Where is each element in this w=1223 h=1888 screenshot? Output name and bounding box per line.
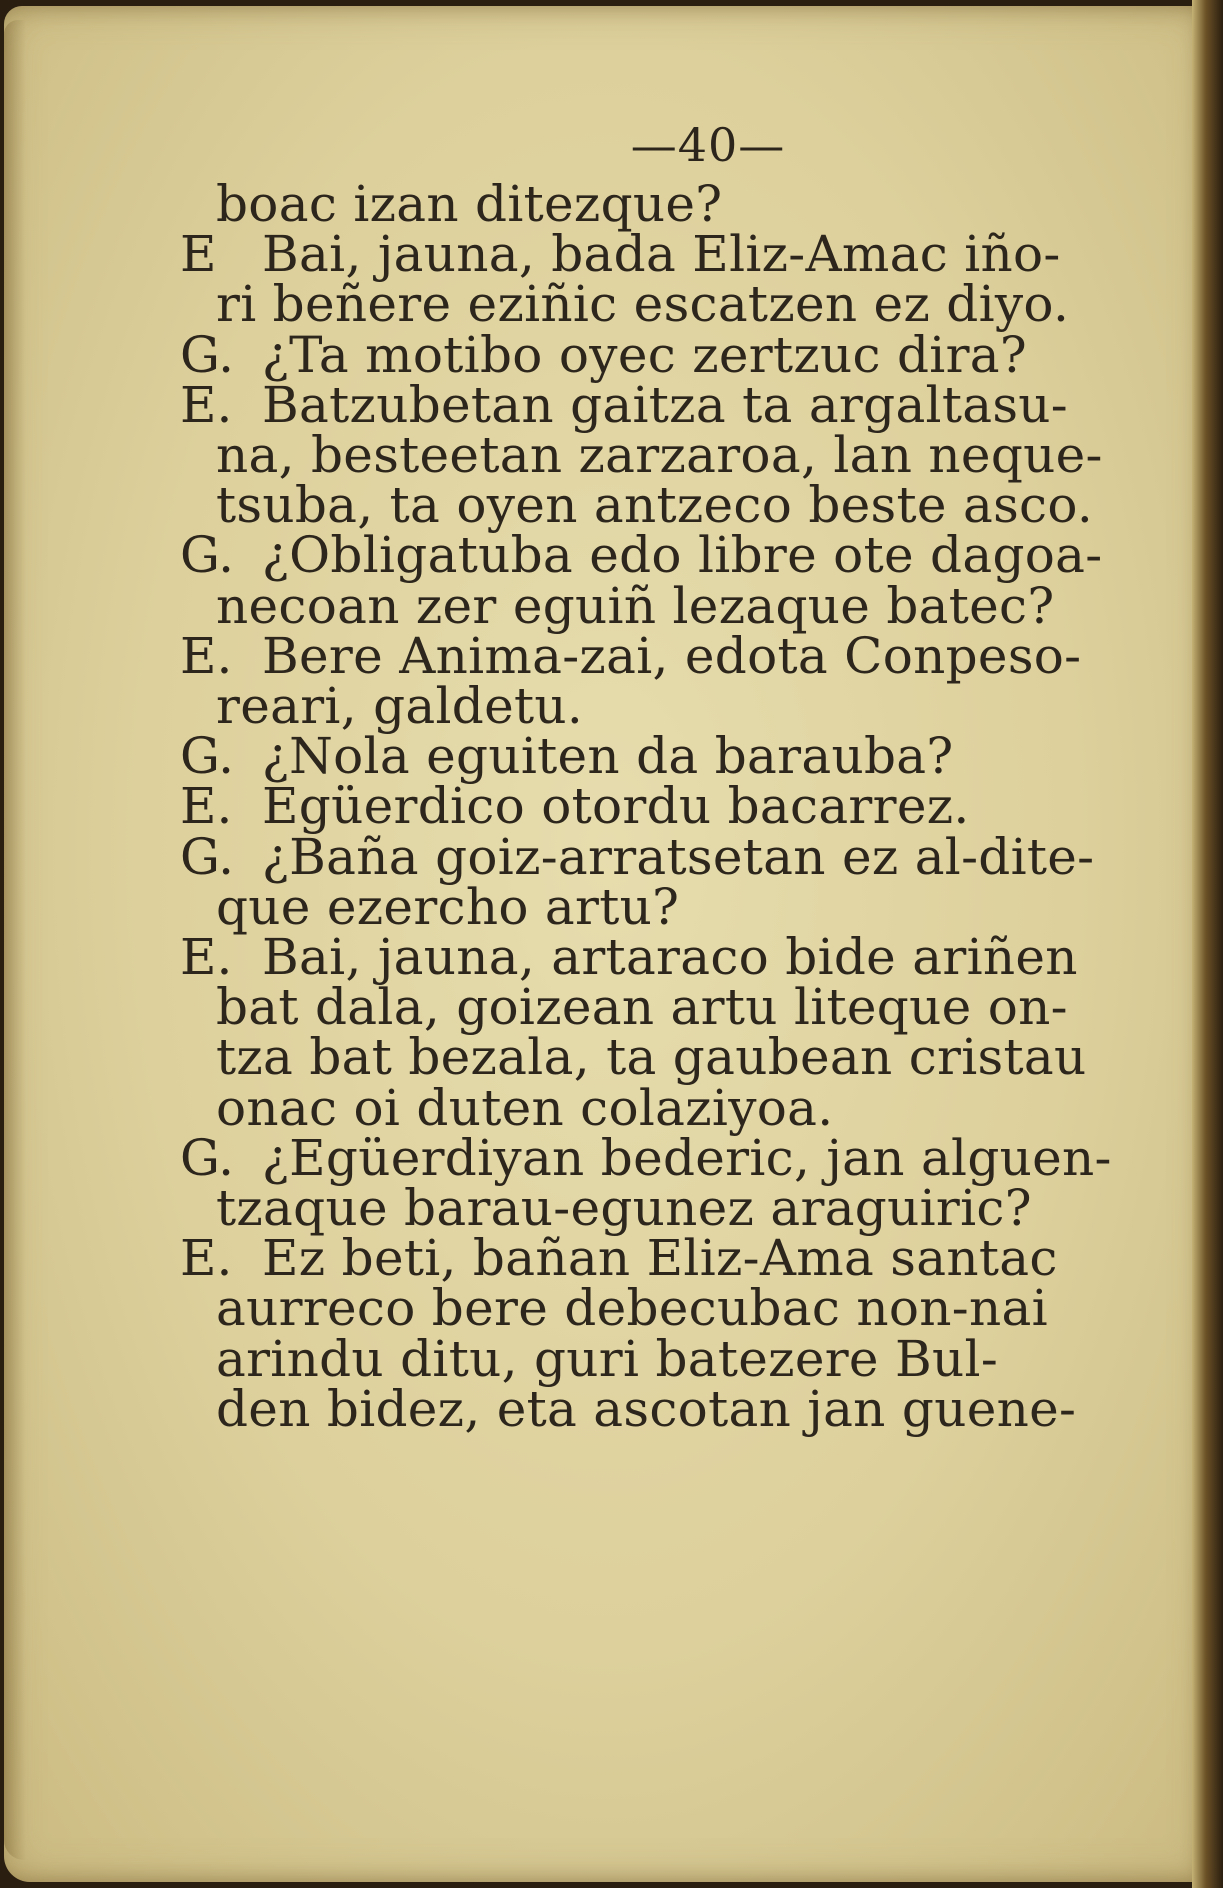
text-line: tsuba, ta oyen antzeco beste asco. [216,476,1094,534]
speaker-label: G. [180,1129,235,1187]
speaker-label: G. [180,326,235,384]
speaker-label: E. [180,928,233,986]
text-line: ri beñere eziñic escatzen ez diyo. [216,275,1070,333]
speaker-label: G. [180,727,235,785]
text-line: bat dala, goizean artu liteque on- [216,978,1068,1036]
speaker-label: G. [180,828,235,886]
text-line: reari, galdetu. [216,677,584,735]
text-line: na, besteetan zarzaroa, lan neque- [216,426,1103,484]
text-line: onac oi duten colaziyoa. [216,1079,834,1137]
speaker-label: G. [180,526,235,584]
text-line: arindu ditu, guri batezere Bul- [216,1330,999,1388]
text-line: boac izan ditezque? [216,175,723,233]
text-line: tzaque barau-egunez araguiric? [216,1179,1032,1237]
text-line: den bidez, eta ascotan jan guene- [216,1380,1077,1438]
text-line: ¿Egüerdiyan bederic, jan alguen- [262,1129,1112,1187]
text-line: Ez beti, bañan Eliz-Ama santac [262,1229,1058,1287]
speaker-label: E. [180,777,233,835]
page-number: —40— [630,118,786,172]
text-line: ¿Obligatuba edo libre ote dagoa- [262,526,1103,584]
text-line: tza bat bezala, ta gaubean cristau [216,1028,1087,1086]
text-line: necoan zer eguiñ lezaque batec? [216,577,1055,635]
text-line: ¿Nola eguiten da barauba? [262,727,954,785]
speaker-label: E. [180,1229,233,1287]
text-line: Bai, jauna, artaraco bide ariñen [262,928,1078,986]
speaker-label: E. [180,376,233,434]
text-line: Egüerdico otordu bacarrez. [262,777,970,835]
text-line: ¿Baña goiz-arratsetan ez al-dite- [262,828,1095,886]
text-line: Bai, jauna, bada Eliz-Amac iño- [262,225,1061,283]
speaker-label: E. [180,627,233,685]
text-line: Batzubetan gaitza ta argaltasu- [262,376,1069,434]
text-line: aurreco bere debecubac non-nai [216,1279,1048,1337]
text-line: ¿Ta motibo oyec zertzuc dira? [262,326,1027,384]
text-line: que ezercho artu? [216,878,680,936]
text-line: Bere Anima-zai, edota Conpeso- [262,627,1082,685]
speaker-label: E [180,225,217,283]
